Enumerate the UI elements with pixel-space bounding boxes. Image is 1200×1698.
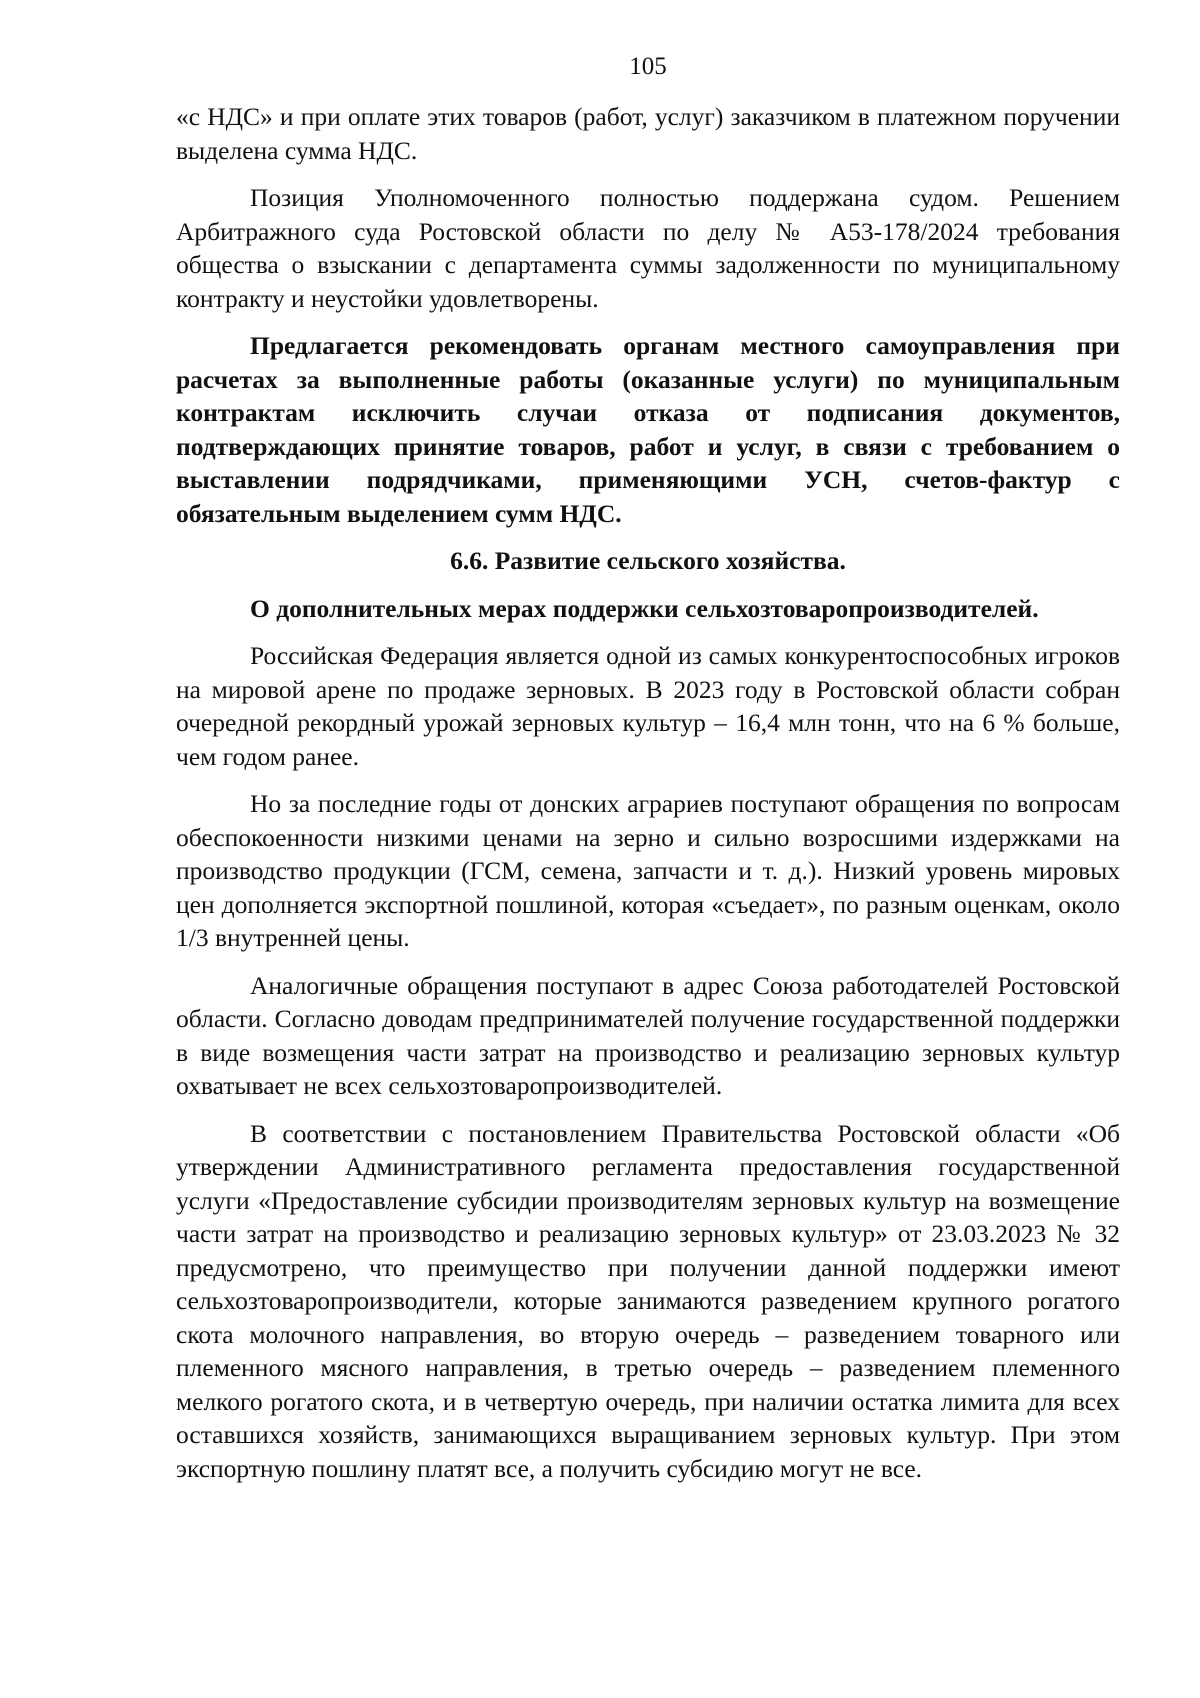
paragraph-farmer-appeals: Но за последние годы от донских аграриев поступают обращения по вопросам обеспокоенности низкими ценами на зерно и сильно возросшими издержками на производство продукции (ГСМ, семена, запчасти и т. д.). Низкий уровень мировых цен дополняется экспортной пошлиной, которая «съедает», по разным оценкам, около 1/3 внутренней цены. [176, 789, 1120, 952]
paragraph-regulation: В соответствии с постановлением Правительства Ростовской области «Об утверждении Административного регламента предоставления государственной услуги «Предоставление субсидии производителям зерновых культур на возмещение части затрат на производство и реализацию зерновых культур» от 23.03.2023 № 32 предусмотрено, что преимущество при получении данной поддержки имеют сельхозтоваропроизводители, которые занимаются разведением крупного рогатого скота молочного направления, во вторую очередь – разведением товарного или племенного мясного направления, в третью очередь – разведением племенного мелкого рогатого скота, и в четвертую очередь, при наличии остатка лимита для всех оставшихся хозяйств, занимающихся выращиванием зерновых культур. При этом экспортную пошлину платят все, а получить субсидию могут не все. [176, 1118, 1120, 1483]
paragraph-continuation: «с НДС» и при оплате этих товаров (работ, услуг) заказчиком в платежном поручении выделена сумма НДС. [176, 102, 1120, 165]
document-page [176, 50, 1120, 1499]
section-heading: 6.6. Развитие сельского хозяйства. [450, 546, 846, 575]
paragraph-recommendation: Предлагается рекомендовать органам местного самоуправления при расчетах за выполненные работы (оказанные услуги) по муниципальным контрактам исключить случаи отказа от подписания документов, подтверждающих принятие товаров, работ и услуг, в связи с требованием о выставлении подрядчиками, применяющими УСН, счетов-фактур с обязательным выделением сумм НДС. [176, 331, 1120, 528]
paragraph-employers-union: Аналогичные обращения поступают в адрес Союза работодателей Ростовской области. Согласно доводам предпринимателей получение государственной поддержки в виде возмещения части затрат на производство и реализацию зерновых культур охватывает не всех сельхозтоваропроизводителей. [176, 970, 1120, 1100]
subsection-heading: О дополнительных мерах поддержки сельхозтоваропроизводителей. [250, 593, 1039, 623]
page-number: 105 [629, 53, 667, 80]
paragraph-grain-harvest: Российская Федерация является одной из самых конкурентоспособных игроков на мировой арене по продаже зерновых. В 2023 году в Ростовской области собран очередной рекордный урожай зерновых культур – 16,4 млн тонн, что на 6 % больше, чем годом ранее. [176, 641, 1120, 771]
paragraph-court-decision: Позиция Уполномоченного полностью поддержана судом. Решением Арбитражного суда Ростовской области по делу № А53-178/2024 требования общества о взыскании с департамента суммы задолженности по муниципальному контракту и неустойки удовлетворены. [176, 183, 1120, 313]
